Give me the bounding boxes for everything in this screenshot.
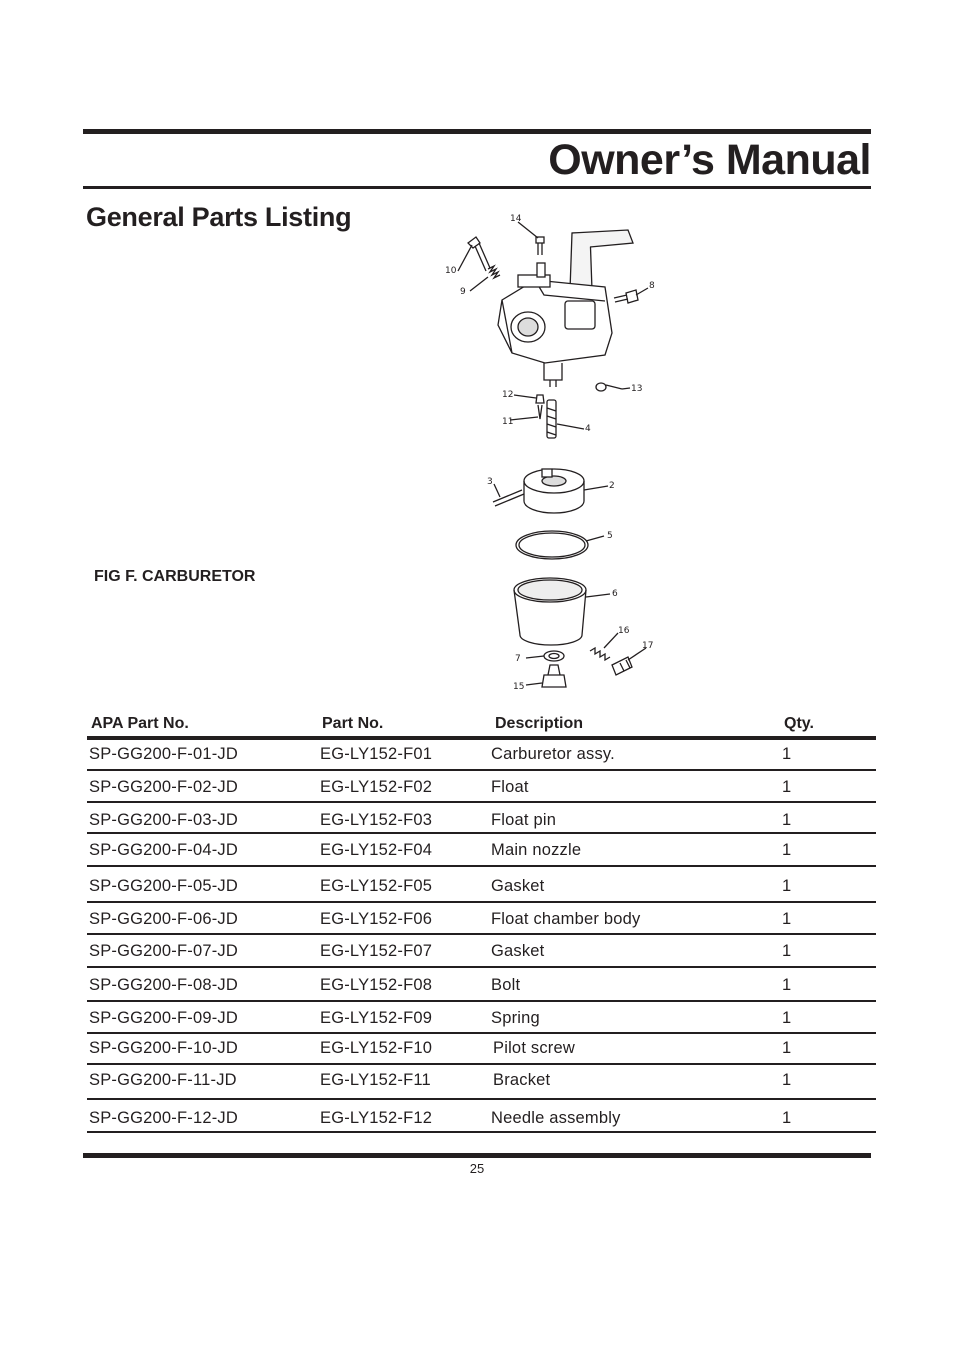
description: Gasket (491, 877, 545, 895)
description: Float chamber body (491, 910, 641, 928)
description: Float pin (491, 811, 557, 829)
callout-2: 2 (609, 481, 615, 491)
description: Carburetor assy. (491, 745, 615, 763)
apa-part-no: SP-GG200-F-08-JD (89, 976, 238, 994)
qty: 1 (782, 1009, 792, 1027)
table-row (87, 803, 876, 834)
qty: 1 (782, 1071, 792, 1089)
callout-3: 3 (487, 477, 493, 487)
qty: 1 (782, 841, 792, 859)
part-no: EG-LY152-F09 (320, 1009, 433, 1027)
callout-13: 13 (631, 384, 643, 394)
callout-9: 9 (460, 287, 466, 297)
table-row (87, 1065, 876, 1100)
callout-7: 7 (515, 654, 521, 664)
header-part-no: Part No. (322, 715, 384, 732)
header-description: Description (495, 715, 584, 732)
page-number: 25 (469, 1161, 485, 1176)
part-no: EG-LY152-F01 (320, 745, 433, 763)
apa-part-no: SP-GG200-F-04-JD (89, 841, 238, 859)
apa-part-no: SP-GG200-F-12-JD (89, 1109, 238, 1127)
qty: 1 (782, 745, 792, 763)
table-row (87, 1034, 876, 1065)
qty: 1 (782, 1109, 792, 1127)
table-row (87, 1100, 876, 1133)
callout-4: 4 (585, 424, 591, 434)
callout-6: 6 (612, 589, 618, 599)
part-no: EG-LY152-F12 (320, 1109, 433, 1127)
description: Bolt (491, 976, 521, 994)
table-header (87, 710, 876, 740)
parts-table (87, 710, 876, 1133)
apa-part-no: SP-GG200-F-09-JD (89, 1009, 238, 1027)
figure-caption: FIG F. CARBURETOR (94, 568, 256, 585)
callout-17: 17 (642, 641, 654, 651)
description: Gasket (491, 942, 545, 960)
part-no: EG-LY152-F05 (320, 877, 433, 895)
description: Pilot screw (493, 1039, 575, 1057)
apa-part-no: SP-GG200-F-05-JD (89, 877, 238, 895)
callout-5: 5 (607, 531, 613, 541)
table-row (87, 903, 876, 935)
section-title: General Parts Listing (86, 202, 352, 232)
apa-part-no: SP-GG200-F-01-JD (89, 745, 238, 763)
qty: 1 (782, 1039, 792, 1057)
callout-11: 11 (502, 417, 514, 427)
apa-part-no: SP-GG200-F-02-JD (89, 778, 238, 796)
footer-rule (83, 1153, 871, 1158)
table-row (87, 1002, 876, 1034)
description: Bracket (493, 1071, 551, 1089)
part-no: EG-LY152-F10 (320, 1039, 433, 1057)
header-qty: Qty. (784, 715, 814, 732)
part-no: EG-LY152-F07 (320, 942, 433, 960)
description: Spring (491, 1009, 540, 1027)
header-apa-part-no: APA Part No. (91, 715, 189, 732)
header-top-rule (83, 129, 871, 134)
apa-part-no: SP-GG200-F-11-JD (89, 1071, 237, 1089)
apa-part-no: SP-GG200-F-07-JD (89, 942, 238, 960)
table-row (87, 740, 876, 771)
part-no: EG-LY152-F03 (320, 811, 433, 829)
part-no: EG-LY152-F06 (320, 910, 433, 928)
part-no: EG-LY152-F08 (320, 976, 433, 994)
callout-15: 15 (513, 682, 525, 692)
table-row (87, 935, 876, 968)
qty: 1 (782, 942, 792, 960)
carburetor-exploded-diagram (440, 205, 670, 700)
callout-12: 12 (502, 390, 514, 400)
qty: 1 (782, 877, 792, 895)
apa-part-no: SP-GG200-F-10-JD (89, 1039, 238, 1057)
description: Needle assembly (491, 1109, 621, 1127)
callout-14: 14 (510, 214, 522, 224)
qty: 1 (782, 910, 792, 928)
header-bottom-rule (83, 186, 871, 189)
callout-16: 16 (618, 626, 630, 636)
table-row (87, 867, 876, 903)
callout-10: 10 (445, 266, 457, 276)
qty: 1 (782, 976, 792, 994)
callout-8: 8 (649, 281, 655, 291)
part-no: EG-LY152-F04 (320, 841, 433, 859)
table-row (87, 834, 876, 867)
part-no: EG-LY152-F11 (320, 1071, 431, 1089)
description: Main nozzle (491, 841, 582, 859)
qty: 1 (782, 778, 792, 796)
table-row (87, 968, 876, 1002)
apa-part-no: SP-GG200-F-03-JD (89, 811, 238, 829)
part-no: EG-LY152-F02 (320, 778, 433, 796)
apa-part-no: SP-GG200-F-06-JD (89, 910, 238, 928)
table-row (87, 771, 876, 803)
description: Float (491, 778, 529, 796)
qty: 1 (782, 811, 792, 829)
page-title: Owner’s Manual (548, 136, 871, 184)
